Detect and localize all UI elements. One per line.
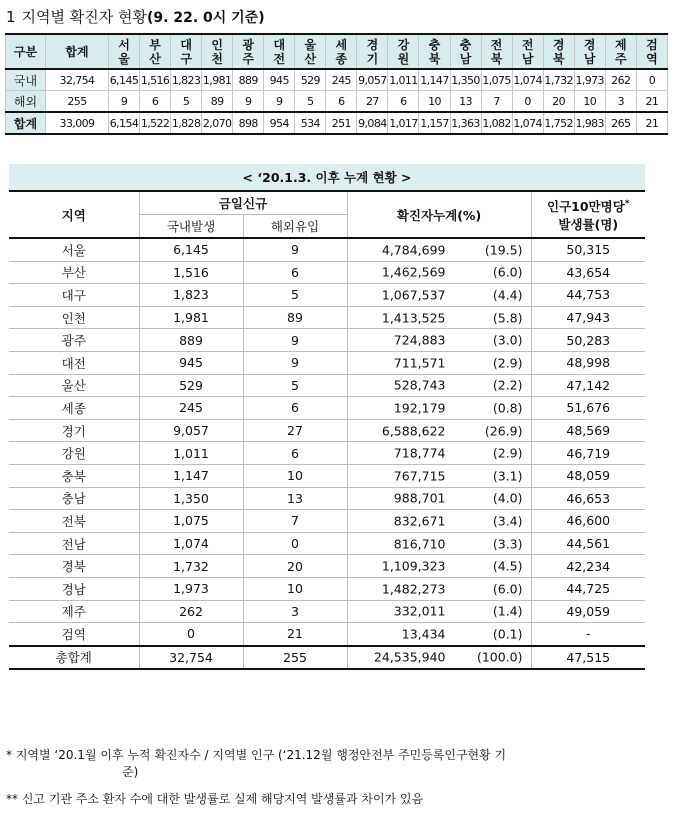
cell-domestic: 1,732 [139, 555, 243, 578]
cell-domestic: 1,147 [139, 464, 243, 487]
section-title [6, 6, 265, 27]
region-char: 인 [211, 37, 223, 52]
cell-domestic: 1,074 [139, 532, 243, 555]
summary-cell: 889 [233, 69, 264, 91]
cell-cumulative-pct: (5.8) [492, 310, 523, 326]
cell-region: 전북 [9, 510, 139, 533]
cell-domestic: 262 [139, 600, 243, 623]
cell-cumulative-count: 13,434 [401, 626, 446, 642]
table-row [9, 238, 645, 261]
cell-rate: 44,753 [531, 284, 645, 307]
table-row [9, 532, 645, 555]
summary-cell: 1,074 [512, 69, 543, 91]
cell-cumulative-pct: (4.0) [492, 490, 523, 506]
footnote-1 [6, 747, 666, 781]
summary-cell: 6 [388, 91, 419, 113]
region-char: 남 [459, 51, 472, 66]
summary-cell: 9 [264, 91, 295, 113]
summary-header-region [574, 34, 605, 69]
header-cumulative: 확진자누계(%) [347, 191, 531, 238]
summary-row-label: 국내 [6, 69, 46, 91]
cell-cumulative-count: 6,588,622 [381, 423, 446, 439]
summary-cell: 1,823 [171, 69, 202, 91]
cell-imported: 10 [243, 464, 347, 487]
summary-cell: 10 [574, 91, 605, 113]
summary-row-total: 255 [46, 91, 109, 113]
summary-cell: 9 [233, 91, 264, 113]
cell-cumulative-count: 711,571 [393, 355, 446, 371]
summary-cell: 265 [605, 112, 636, 134]
cell-cumulative-count: 1,109,323 [381, 558, 446, 574]
cell-imported: 3 [243, 600, 347, 623]
cell-cumulative [347, 646, 531, 670]
footnote-1-wrap: 준) [122, 765, 139, 779]
cell-cumulative [347, 351, 531, 374]
cell-cumulative [347, 623, 531, 646]
cell-domestic: 889 [139, 329, 243, 352]
cumulative-body [9, 238, 645, 669]
cell-cumulative [347, 577, 531, 600]
summary-cell: 7 [481, 91, 512, 113]
cell-region: 제주 [9, 600, 139, 623]
summary-cell: 5 [171, 91, 202, 113]
summary-header-region [326, 34, 357, 69]
summary-header-label: 구분 [6, 34, 46, 69]
region-char: 울 [118, 51, 130, 66]
footnote-1-main: * 지역별 ‘20.1월 이후 누적 확진자수 / 지역별 인구 (‘21.12월 행정안전부 주민등록인구현황 기 [6, 748, 507, 762]
table-row [9, 306, 645, 329]
summary-row [6, 91, 668, 113]
summary-cell: 21 [636, 91, 667, 113]
cell-rate: 46,653 [531, 487, 645, 510]
cell-domestic: 0 [139, 623, 243, 646]
summary-cell: 251 [326, 112, 357, 134]
cell-region: 충남 [9, 487, 139, 510]
cell-cumulative-count: 528,743 [393, 377, 446, 393]
cell-rate: 48,998 [531, 351, 645, 374]
cell-cumulative-pct: (19.5) [484, 242, 523, 258]
cell-rate: 43,654 [531, 261, 645, 284]
cell-cumulative-pct: (2.9) [492, 445, 523, 461]
cell-cumulative-count: 332,011 [393, 603, 446, 619]
cell-imported: 9 [243, 238, 347, 261]
cell-domestic: 32,754 [139, 646, 243, 670]
cell-cumulative [347, 238, 531, 261]
summary-cell: 1,350 [450, 69, 481, 91]
summary-cell: 1,082 [481, 112, 512, 134]
summary-cell: 0 [636, 69, 667, 91]
region-char: 역 [646, 51, 658, 66]
cell-cumulative [347, 397, 531, 420]
header-rate-line1: 인구10만명당 [547, 199, 625, 215]
region-char: 충 [459, 37, 472, 52]
cell-region: 광주 [9, 329, 139, 352]
cell-cumulative [347, 555, 531, 578]
cell-rate: 48,569 [531, 419, 645, 442]
cell-region: 강원 [9, 442, 139, 465]
summary-cell: 1,522 [140, 112, 171, 134]
cell-cumulative [347, 306, 531, 329]
summary-header-region [605, 34, 636, 69]
summary-header-region [109, 34, 140, 69]
cell-cumulative [347, 600, 531, 623]
region-char: 기 [366, 51, 379, 66]
region-char: 서 [118, 37, 130, 52]
cell-cumulative-count: 767,715 [393, 468, 446, 484]
cell-region: 인천 [9, 306, 139, 329]
header-domestic: 국내발생 [139, 215, 243, 239]
cell-cumulative-pct: (3.4) [492, 513, 523, 529]
region-char: 울 [304, 37, 317, 52]
cell-region: 경북 [9, 555, 139, 578]
table-row [9, 419, 645, 442]
region-char: 제 [614, 37, 627, 52]
cell-imported: 255 [243, 646, 347, 670]
summary-cell: 898 [233, 112, 264, 134]
cell-cumulative-pct: (100.0) [476, 649, 523, 665]
cell-cumulative-count: 724,883 [393, 332, 446, 348]
summary-cell: 1,157 [419, 112, 450, 134]
summary-cell: 9 [109, 91, 140, 113]
summary-cell: 6,145 [109, 69, 140, 91]
summary-row-total: 32,754 [46, 69, 109, 91]
summary-cell: 6 [326, 91, 357, 113]
summary-cell: 1,732 [543, 69, 574, 91]
summary-header-region [636, 34, 667, 69]
summary-cell: 6 [140, 91, 171, 113]
region-char: 종 [335, 51, 348, 66]
cell-domestic: 529 [139, 374, 243, 397]
header-new-today: 금일신규 [139, 191, 347, 215]
cell-imported: 21 [243, 623, 347, 646]
cell-imported: 20 [243, 555, 347, 578]
cell-region: 서울 [9, 238, 139, 261]
cell-imported: 6 [243, 397, 347, 420]
cell-cumulative [347, 419, 531, 442]
region-char: 경 [552, 37, 565, 52]
region-char: 충 [428, 37, 441, 52]
summary-cell: 1,828 [171, 112, 202, 134]
table-row [9, 374, 645, 397]
cell-domestic: 1,075 [139, 510, 243, 533]
table-row [9, 397, 645, 420]
cell-region: 대구 [9, 284, 139, 307]
cell-domestic: 6,145 [139, 238, 243, 261]
cell-cumulative-pct: (4.4) [492, 287, 523, 303]
cell-imported: 13 [243, 487, 347, 510]
region-char: 산 [149, 51, 161, 66]
region-char: 전 [521, 37, 534, 52]
cell-cumulative-count: 718,774 [393, 445, 446, 461]
summary-cell: 10 [419, 91, 450, 113]
summary-row [6, 112, 668, 134]
summary-cell: 1,981 [202, 69, 233, 91]
summary-header-region [543, 34, 574, 69]
cell-cumulative-pct: (2.9) [492, 355, 523, 371]
summary-cell: 245 [326, 69, 357, 91]
cell-region: 세종 [9, 397, 139, 420]
cell-region: 대전 [9, 351, 139, 374]
summary-cell: 954 [264, 112, 295, 134]
cell-cumulative-count: 816,710 [393, 536, 446, 552]
cell-imported: 9 [243, 351, 347, 374]
summary-cell: 6,154 [109, 112, 140, 134]
cell-cumulative-count: 4,784,699 [381, 242, 446, 258]
summary-cell: 1,075 [481, 69, 512, 91]
header-rate [531, 191, 645, 238]
summary-cell: 2,070 [202, 112, 233, 134]
summary-cell: 1,973 [574, 69, 605, 91]
cell-rate: 49,059 [531, 600, 645, 623]
region-char: 강 [397, 37, 410, 52]
region-char: 대 [273, 37, 286, 52]
cell-cumulative-pct: (0.1) [492, 626, 523, 642]
cell-cumulative-count: 1,462,569 [381, 264, 446, 280]
region-char: 전 [490, 37, 503, 52]
region-char: 검 [646, 37, 658, 52]
cell-imported: 27 [243, 419, 347, 442]
summary-cell: 27 [357, 91, 388, 113]
region-char: 천 [211, 51, 223, 66]
summary-cell: 89 [202, 91, 233, 113]
summary-header-region [450, 34, 481, 69]
cell-cumulative-pct: (6.0) [492, 264, 523, 280]
cumulative-caption: < ‘20.1.3. 이후 누계 현황 > [9, 164, 645, 192]
summary-header-total: 합계 [46, 34, 109, 69]
summary-header-region [140, 34, 171, 69]
summary-header-region [512, 34, 543, 69]
summary-header-region [233, 34, 264, 69]
cell-imported: 89 [243, 306, 347, 329]
cell-rate: 46,600 [531, 510, 645, 533]
cell-rate: 50,315 [531, 238, 645, 261]
region-char: 대 [180, 37, 192, 52]
summary-cell: 1,147 [419, 69, 450, 91]
summary-header-region [202, 34, 233, 69]
summary-cell: 1,074 [512, 112, 543, 134]
cell-cumulative-pct: (4.5) [492, 558, 523, 574]
cell-cumulative [347, 284, 531, 307]
cell-cumulative-pct: (0.8) [492, 400, 523, 416]
region-char: 남 [583, 51, 596, 66]
summary-cell: 5 [295, 91, 326, 113]
summary-cell: 3 [605, 91, 636, 113]
cell-domestic: 1,981 [139, 306, 243, 329]
cell-region: 부산 [9, 261, 139, 284]
header-imported: 해외유입 [243, 215, 347, 239]
table-row [9, 442, 645, 465]
cell-imported: 5 [243, 284, 347, 307]
table-row [9, 487, 645, 510]
cell-rate: 47,943 [531, 306, 645, 329]
cell-rate: 44,561 [531, 532, 645, 555]
region-char: 북 [428, 51, 441, 66]
footnote-2: ** 신고 기관 주소 환자 수에 대한 발생률로 실제 해당지역 발생률과 차이가 있음 [6, 792, 424, 806]
region-char: 북 [490, 51, 503, 66]
cell-imported: 9 [243, 329, 347, 352]
summary-header-region [295, 34, 326, 69]
cell-cumulative-pct: (3.0) [492, 332, 523, 348]
summary-row-total: 33,009 [46, 112, 109, 134]
cell-cumulative-pct: (3.1) [492, 468, 523, 484]
cell-cumulative-pct: (1.4) [492, 603, 523, 619]
cell-cumulative-count: 1,482,273 [381, 581, 446, 597]
cell-rate: 42,234 [531, 555, 645, 578]
cell-cumulative [347, 374, 531, 397]
cell-region: 경남 [9, 577, 139, 600]
summary-cell: 534 [295, 112, 326, 134]
table-row [9, 464, 645, 487]
cell-domestic: 9,057 [139, 419, 243, 442]
cell-imported: 7 [243, 510, 347, 533]
section-subtitle: (9. 22. 0시 기준) [147, 10, 265, 26]
cell-rate: 50,283 [531, 329, 645, 352]
summary-table [5, 33, 668, 135]
cell-imported: 0 [243, 532, 347, 555]
table-row [9, 600, 645, 623]
summary-header-region [357, 34, 388, 69]
cell-domestic: 1,516 [139, 261, 243, 284]
region-char: 원 [397, 51, 410, 66]
cell-domestic: 245 [139, 397, 243, 420]
summary-cell: 21 [636, 112, 667, 134]
cell-cumulative [347, 464, 531, 487]
summary-header-region [419, 34, 450, 69]
cell-rate: 44,725 [531, 577, 645, 600]
header-rate-line2: 발생률(명) [558, 217, 619, 233]
summary-body [6, 69, 668, 134]
region-char: 전 [273, 51, 286, 66]
cell-rate: 46,719 [531, 442, 645, 465]
grand-total-row [9, 646, 645, 670]
cell-domestic: 1,350 [139, 487, 243, 510]
cell-region: 충북 [9, 464, 139, 487]
summary-cell: 9,084 [357, 112, 388, 134]
cell-cumulative-count: 24,535,940 [373, 649, 446, 665]
cell-region: 총합계 [9, 646, 139, 670]
table-row [9, 351, 645, 374]
region-char: 광 [242, 37, 254, 52]
table-row [9, 510, 645, 533]
cell-region: 경기 [9, 419, 139, 442]
cell-cumulative [347, 261, 531, 284]
cell-domestic: 945 [139, 351, 243, 374]
cell-cumulative [347, 442, 531, 465]
cell-cumulative-pct: (2.2) [492, 377, 523, 393]
cell-cumulative-count: 832,671 [393, 513, 446, 529]
summary-cell: 1,011 [388, 69, 419, 91]
summary-cell: 1,516 [140, 69, 171, 91]
table-row [9, 623, 645, 646]
cell-rate: 48,059 [531, 464, 645, 487]
cell-cumulative [347, 510, 531, 533]
table-row [9, 261, 645, 284]
summary-row [6, 69, 668, 91]
cell-domestic: 1,823 [139, 284, 243, 307]
region-char: 경 [366, 37, 379, 52]
summary-row-label: 합계 [6, 112, 46, 134]
summary-cell: 9,057 [357, 69, 388, 91]
region-char: 북 [552, 51, 565, 66]
summary-cell: 262 [605, 69, 636, 91]
cumulative-table [9, 163, 645, 670]
summary-cell: 13 [450, 91, 481, 113]
cell-cumulative-pct: (6.0) [492, 581, 523, 597]
cell-cumulative-count: 988,701 [393, 490, 446, 506]
cell-imported: 5 [243, 374, 347, 397]
cell-region: 전남 [9, 532, 139, 555]
summary-cell: 1,017 [388, 112, 419, 134]
cell-cumulative [347, 487, 531, 510]
cell-rate: - [531, 623, 645, 646]
cell-domestic: 1,973 [139, 577, 243, 600]
summary-header-region [388, 34, 419, 69]
region-char: 주 [242, 51, 254, 66]
cell-cumulative [347, 329, 531, 352]
section-number: 1 [6, 8, 16, 26]
summary-header-region [171, 34, 202, 69]
summary-cell: 20 [543, 91, 574, 113]
cell-imported: 10 [243, 577, 347, 600]
summary-cell: 945 [264, 69, 295, 91]
region-char: 경 [583, 37, 596, 52]
region-char: 세 [335, 37, 348, 52]
table-row [9, 555, 645, 578]
cell-region: 검역 [9, 623, 139, 646]
summary-header-region [481, 34, 512, 69]
cell-cumulative-count: 1,067,537 [381, 287, 446, 303]
region-char: 구 [180, 51, 192, 66]
cell-cumulative-pct: (26.9) [484, 423, 523, 439]
cell-rate: 47,515 [531, 646, 645, 670]
summary-cell: 1,752 [543, 112, 574, 134]
summary-cell: 0 [512, 91, 543, 113]
table-row [9, 329, 645, 352]
cell-cumulative-count: 192,179 [393, 400, 446, 416]
cell-cumulative-pct: (3.3) [492, 536, 523, 552]
header-region: 지역 [9, 191, 139, 238]
region-char: 부 [149, 37, 161, 52]
cell-imported: 6 [243, 261, 347, 284]
table-row [9, 577, 645, 600]
table-row [9, 284, 645, 307]
summary-cell: 1,983 [574, 112, 605, 134]
region-char: 산 [304, 51, 317, 66]
summary-header-row [6, 34, 668, 69]
region-char: 남 [521, 51, 534, 66]
summary-cell: 529 [295, 69, 326, 91]
header-rate-mark: * [624, 198, 630, 209]
cell-imported: 6 [243, 442, 347, 465]
cell-cumulative [347, 532, 531, 555]
summary-header-region [264, 34, 295, 69]
cell-region: 울산 [9, 374, 139, 397]
cell-cumulative-count: 1,413,525 [381, 310, 446, 326]
cell-domestic: 1,011 [139, 442, 243, 465]
cell-rate: 47,142 [531, 374, 645, 397]
section-title-text: 지역별 확진자 현황 [21, 8, 148, 26]
region-char: 주 [614, 51, 627, 66]
summary-cell: 1,363 [450, 112, 481, 134]
summary-row-label: 해외 [6, 91, 46, 113]
cell-rate: 51,676 [531, 397, 645, 420]
